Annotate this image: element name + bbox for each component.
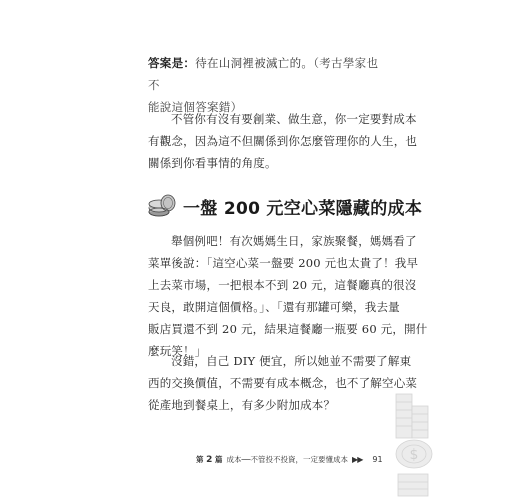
answer-label: 答案是： <box>148 56 196 70</box>
paragraph-line: 上去菜市場，一把根本不到 20 元，這餐廳真的很沒 <box>148 278 417 292</box>
answer-note-1: （考古學家也不 <box>148 56 379 92</box>
paragraph-line: 菜單後說：「這空心菜一盤要 200 元也太貴了！我早 <box>148 256 419 270</box>
coin-stack-decoration <box>392 388 436 500</box>
page-footer <box>196 454 383 465</box>
footer-title: 成本──不管投不投資，一定要懂成本 <box>226 455 349 464</box>
section-heading <box>147 190 422 222</box>
paragraph-line: 從產地到餐桌上，有多少附加成本？ <box>148 398 336 412</box>
paragraph-line: 關係到你看事情的角度。 <box>148 156 277 170</box>
paragraph-line: 沒錯，自己 DIY 便宜，所以她並不需要了解東 <box>171 354 412 368</box>
section-title: 一盤 200 元空心菜隱藏的成本 <box>183 198 423 219</box>
paragraph-dinner-story <box>148 230 428 362</box>
paragraph-cost-concept <box>148 108 418 174</box>
coin-stack-icon <box>147 191 177 221</box>
answer-note-2: 能說這個答案錯） <box>148 100 243 114</box>
paragraph-line: 西的交換價值，不需要有成本概念，也不了解空心菜 <box>148 376 418 390</box>
page-number: 91 <box>372 455 383 464</box>
footer-arrow-icon: ▶▶ <box>352 455 363 464</box>
answer-text: 待在山洞裡被滅亡的。 <box>195 56 314 70</box>
svg-text:$: $ <box>409 447 419 463</box>
answer-line-1 <box>148 52 388 96</box>
paragraph-line: 有觀念，因為這不但關係到你怎麼管理你的人生，也 <box>148 134 418 148</box>
paragraph-line: 不管你有沒有要創業、做生意，你一定要對成本 <box>171 112 417 126</box>
footer-part-label <box>196 454 223 465</box>
footer-part-suffix: 篇 <box>215 455 223 464</box>
footer-part-number: 2 <box>206 455 213 465</box>
paragraph-line: 天良，敢開這個價格。」、「還有那罐可樂，我去量 <box>148 300 400 314</box>
paragraph-line: 麼玩笑！」 <box>148 344 207 358</box>
paragraph-line: 販店買還不到 20 元，結果這餐廳一瓶要 60 元，開什 <box>148 322 428 336</box>
paragraph-line: 舉個例吧！有次媽媽生日，家族聚餐，媽媽看了 <box>171 234 417 248</box>
footer-part-prefix: 第 <box>196 455 204 464</box>
paragraph-diy <box>148 350 418 416</box>
